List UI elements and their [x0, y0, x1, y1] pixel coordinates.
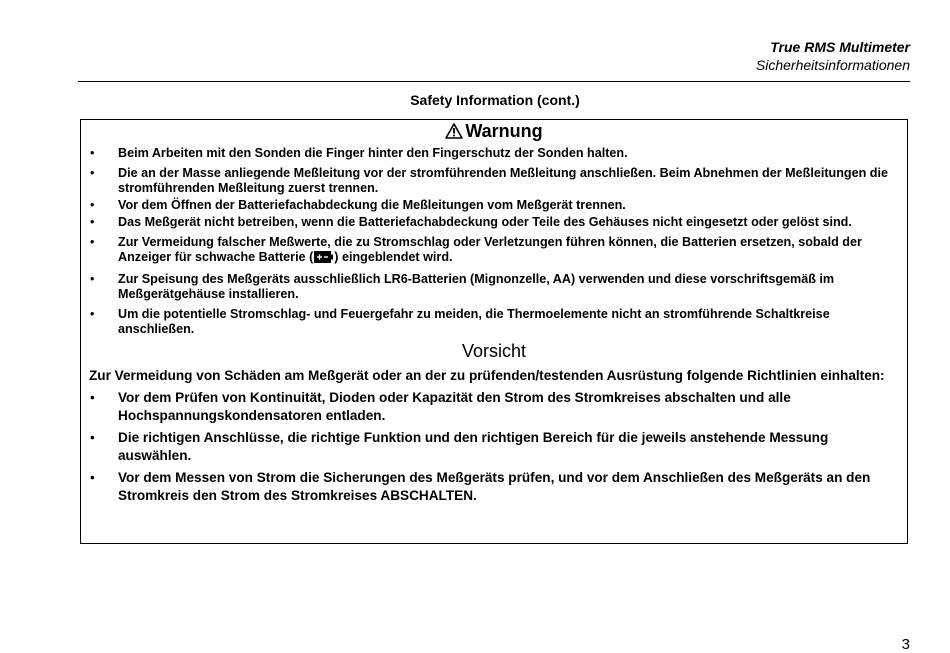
bullet: • [90, 307, 95, 321]
warning-item [81, 215, 907, 230]
warning-item-text: Beim Arbeiten mit den Sonden die Finger hinter den Fingerschutz der Sonden halten. [118, 146, 628, 160]
warning-item-text: Das Meßgerät nicht betreiben, wenn die Batteriefachabdeckung oder Teile des Gehäuses nicht eingesetzt oder gelöst sind. [118, 215, 852, 229]
warning-item [81, 235, 907, 267]
bullet: • [90, 470, 95, 485]
bullet: • [90, 390, 95, 405]
warning-item-text-after: ) eingeblendet wird. [334, 250, 453, 264]
document-title: True RMS Multimeter [770, 39, 910, 55]
caution-item [81, 429, 907, 465]
warning-item [81, 146, 907, 161]
warning-item [81, 166, 907, 196]
low-battery-icon [314, 251, 333, 267]
caution-item-text: Vor dem Messen von Strom die Sicherungen des Meßgeräts prüfen, und vor dem Anschließen des Meßgeräts an den Stromkreis den Strom des Stromkreises ABSCHALTEN. [118, 470, 871, 503]
bullet: • [90, 272, 95, 286]
caution-intro: Zur Vermeidung von Schäden am Meßgerät oder an der zu prüfenden/testenden Ausrüstung folgende Richtlinien einhalten: [89, 368, 885, 383]
caution-heading: Vorsicht [461, 341, 527, 361]
page-header [756, 38, 910, 74]
document-subtitle: Sicherheitsinformationen [755, 57, 910, 73]
caution-item-text: Vor dem Prüfen von Kontinuität, Dioden oder Kapazität den Strom des Stromkreises abschalten und alle Hochspannungskondensatoren entladen. [118, 390, 791, 423]
caution-item [81, 389, 907, 425]
warning-heading [81, 121, 907, 143]
warning-heading-text: Warnung [465, 121, 543, 141]
warning-item [81, 307, 907, 337]
warning-item-text: Zur Speisung des Meßgeräts ausschließlich LR6-Batterien (Mignonzelle, AA) verwenden und diese vorschriftsgemäß im Meßgerätgehäuse installieren. [118, 272, 835, 301]
section-title: Safety Information (cont.) [410, 92, 580, 108]
warning-item-text: Vor dem Öffnen der Batteriefachabdeckung die Meßleitungen vom Meßgerät trennen. [118, 198, 626, 212]
caution-item-text: Die richtigen Anschlüsse, die richtige Funktion und den richtigen Bereich für die jeweils anstehende Messung auswählen. [118, 430, 829, 463]
caution-list [81, 389, 907, 505]
warning-item-text: Um die potentielle Stromschlag- und Feuergefahr zu meiden, die Thermoelemente nicht an stromführende Schaltkreise anschließen. [118, 307, 830, 336]
warning-triangle-icon [445, 123, 463, 143]
bullet: • [90, 166, 95, 180]
bullet: • [90, 146, 95, 160]
bullet: • [90, 198, 95, 212]
safety-box [80, 119, 908, 544]
warning-list [81, 146, 907, 337]
bullet: • [90, 430, 95, 445]
warning-item [81, 198, 907, 213]
caution-item [81, 469, 907, 505]
bullet: • [90, 215, 95, 229]
bullet: • [90, 235, 95, 249]
header-rule [78, 81, 910, 82]
warning-item-text: Die an der Masse anliegende Meßleitung vor der stromführenden Meßleitung anschließen. Beim Abnehmen der Meßleitungen die stromführenden Meßleitung zuerst trennen. [118, 166, 888, 195]
warning-item [81, 272, 907, 302]
page-number: 3 [901, 636, 910, 653]
warning-item-text-before: Zur Vermeidung falscher Meßwerte, die zu Stromschlag oder Verletzungen führen können, die Batterien ersetzen, sobald der Anzeiger für schwache Batterie ( [118, 235, 862, 264]
